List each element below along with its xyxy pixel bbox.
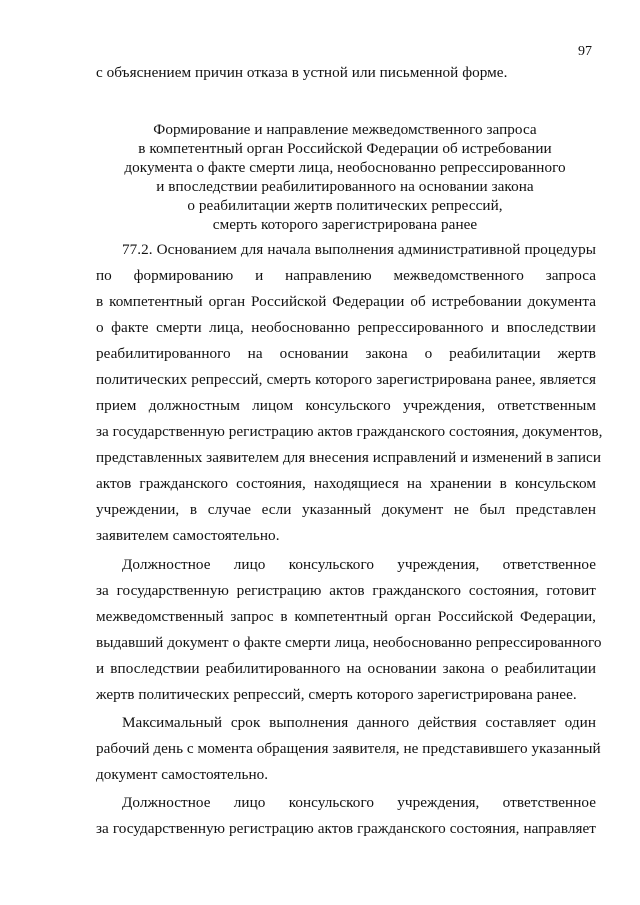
paragraph-line: прием должностным лицом консульского учреждения, ответственным [96, 397, 596, 414]
paragraph-line: в компетентный орган Российской Федерации об истребовании документа [96, 293, 596, 310]
paragraph-line: документ самостоятельно. [96, 766, 269, 783]
paragraph-line: Должностное лицо консульского учреждения, ответственное [122, 556, 596, 573]
paragraph-line: 77.2. Основанием для начала выполнения административной процедуры [122, 241, 596, 258]
heading-line: о реабилитации жертв политических репрессий, [187, 197, 503, 214]
heading-line: смерть которого зарегистрирована ранее [212, 216, 478, 233]
paragraph-line: межведомственный запрос в компетентный орган Российской Федерации, [96, 608, 596, 625]
paragraph-line: актов гражданского состояния, находящиеся на хранении в консульском [96, 475, 596, 492]
paragraph-line: политических репрессий, смерть которого зарегистрирована ранее, является [96, 371, 596, 388]
paragraph-line: и впоследствии реабилитированного на основании закона о реабилитации [96, 660, 596, 677]
paragraph-line: за государственную регистрацию актов гражданского состояния, направляет [96, 820, 596, 837]
paragraph-line: Максимальный срок выполнения данного действия составляет один [122, 714, 596, 731]
paragraph-line: за государственную регистрацию актов гражданского состояния, документов, [96, 423, 603, 440]
page-number: 97 [578, 44, 592, 59]
paragraph-line: реабилитированного на основании закона о реабилитации жертв [96, 345, 596, 362]
paragraph-line: по формированию и направлению межведомственного запроса [96, 267, 596, 284]
paragraph-line: рабочий день с момента обращения заявителя, не представившего указанный [96, 740, 601, 757]
paragraph-line: представленных заявителем для внесения исправлений и изменений в записи [96, 449, 601, 466]
paragraph-line: жертв политических репрессий, смерть которого зарегистрирована ранее. [96, 686, 577, 703]
paragraph-line: выдавший документ о факте смерти лица, необоснованно репрессированного [96, 634, 602, 651]
intro-line: с объяснением причин отказа в устной или письменной форме. [96, 64, 508, 81]
heading-line: и впоследствии реабилитированного на основании закона [156, 178, 534, 195]
paragraph-line: о факте смерти лица, необоснованно репрессированного и впоследствии [96, 319, 596, 336]
heading-line: Формирование и направление межведомственного запроса [153, 121, 537, 138]
heading-line: в компетентный орган Российской Федерации об истребовании [138, 140, 552, 157]
paragraph-line: Должностное лицо консульского учреждения, ответственное [122, 794, 596, 811]
heading-line: документа о факте смерти лица, необоснованно репрессированного [124, 159, 566, 176]
paragraph-line: заявителем самостоятельно. [96, 527, 280, 544]
paragraph-line: учреждении, в случае если указанный документ не был представлен [96, 501, 596, 518]
paragraph-line: за государственную регистрацию актов гражданского состояния, готовит [96, 582, 596, 599]
